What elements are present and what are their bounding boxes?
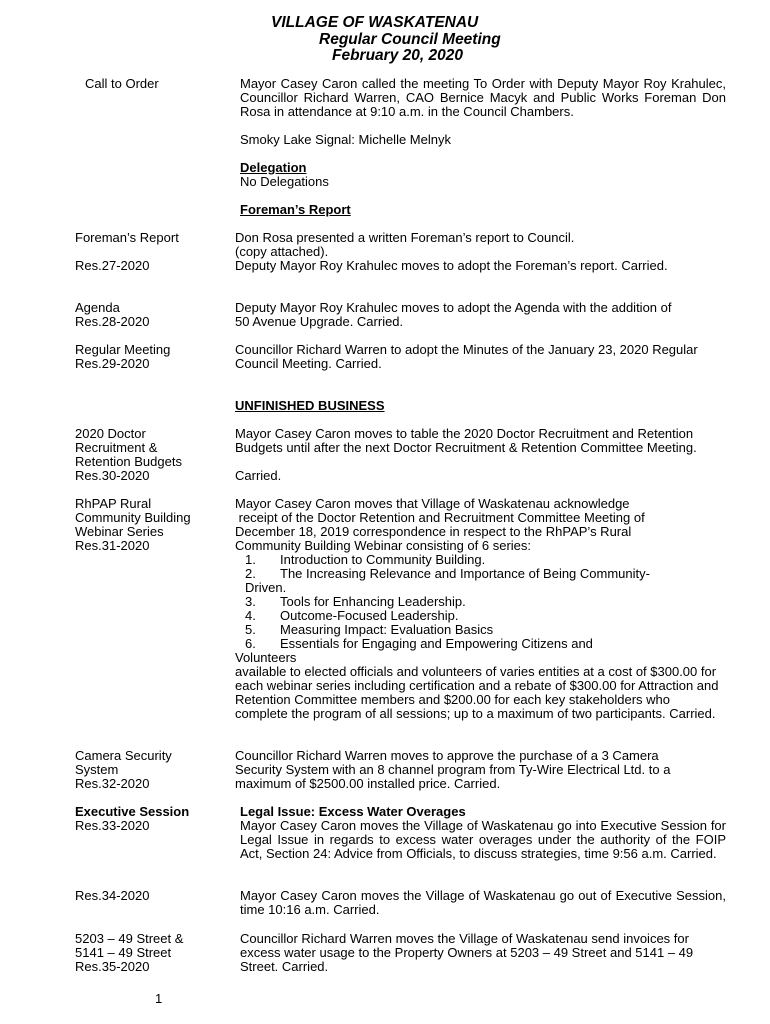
- res-34-text: Mayor Casey Caron moves the Village of Waskatenau go out of Executive Session, time 10:16 a.m. Carried.: [240, 888, 726, 917]
- webinar-item: 5. Measuring Impact: Evaluation Basics: [245, 622, 494, 637]
- rhpap-intro-3: December 18, 2019 correspondence in respect to the RhPAP’s Rural: [235, 524, 632, 539]
- delegation-text: No Delegations: [240, 174, 329, 189]
- executive-session-label: Executive Session: [75, 804, 190, 819]
- doctor-recruitment-carried: Carried.: [235, 468, 282, 483]
- document-title: VILLAGE OF WASKATENAU: [271, 14, 479, 31]
- unfinished-business-heading: UNFINISHED BUSINESS: [235, 398, 385, 413]
- webinar-item: 1. Introduction to Community Building.: [245, 552, 486, 567]
- rhpap-closing-text: available to elected officials and volunteers of varies entities at a cost of $300.00 for each webinar series including certification and a rebate of $300.00 for Attraction and Retention Committee members and $200.00 for each key stakeholders who complete the program of all sessions; up to a maximum of two participants. Carried.: [235, 664, 719, 721]
- foremans-report-text: Don Rosa presented a written Foreman’s report to Council.: [235, 230, 575, 245]
- page-number: 1: [155, 991, 163, 1006]
- foremans-report-label: Foreman’s Report: [75, 230, 179, 245]
- doctor-recruitment-text: Mayor Casey Caron moves to table the 2020 Doctor Recruitment and Retention Budgets until after the next Doctor Recruitment & Retention Committee Meeting.: [235, 426, 697, 455]
- camera-security-label: Camera Security System Res.32-2020: [75, 748, 172, 791]
- rhpap-intro-4: Community Building Webinar consisting of 6 series:: [235, 538, 532, 553]
- doctor-recruitment-label: 2020 Doctor Recruitment & Retention Budgets Res.30-2020: [75, 426, 182, 483]
- webinar-item-continuation: Volunteers: [235, 650, 297, 665]
- street-label: 5203 – 49 Street & 5141 – 49 Street Res.35-2020: [75, 931, 184, 974]
- street-text: Councillor Richard Warren moves the Village of Waskatenau send invoices for excess water usage to the Property Owners at 5203 – 49 Street and 5141 – 49 Street. Carried.: [240, 931, 694, 974]
- rhpap-label: RhPAP Rural Community Building Webinar Series Res.31-2020: [75, 496, 191, 553]
- webinar-series-list: [235, 553, 735, 665]
- rhpap-intro-1: Mayor Casey Caron moves that Village of Waskatenau acknowledge: [235, 496, 630, 511]
- media-attendance: Smoky Lake Signal: Michelle Melnyk: [240, 132, 451, 147]
- call-to-order-text: Mayor Casey Caron called the meeting To Order with Deputy Mayor Roy Krahulec, Councillor Richard Warren, CAO Bernice Macyk and Public Works Foreman Don Rosa in attendance at 9:10 a.m. in the Council Chambers.: [240, 76, 726, 119]
- res-27-label: Res.27-2020: [75, 258, 150, 273]
- meeting-date: February 20, 2020: [332, 47, 463, 64]
- agenda-text: Deputy Mayor Roy Krahulec moves to adopt the Agenda with the addition of 50 Avenue Upgrade. Carried.: [235, 300, 672, 329]
- res-34-label: Res.34-2020: [75, 888, 150, 903]
- webinar-item: 2. The Increasing Relevance and Importance of Being Community-: [245, 566, 650, 581]
- webinar-item: 3. Tools for Enhancing Leadership.: [245, 594, 466, 609]
- rhpap-intro-2: receipt of the Doctor Retention and Recruitment Committee Meeting of: [235, 510, 645, 525]
- meeting-type: Regular Council Meeting: [319, 31, 501, 48]
- foremans-report-attachment: (copy attached).: [235, 244, 329, 259]
- legal-issue-heading: Legal Issue: Excess Water Overages: [240, 804, 466, 819]
- delegation-heading: Delegation: [240, 160, 307, 175]
- foremans-report-heading: Foreman’s Report: [240, 202, 351, 217]
- res-27-text: Deputy Mayor Roy Krahulec moves to adopt the Foreman’s report. Carried.: [235, 258, 668, 273]
- call-to-order-label: Call to Order: [85, 76, 159, 91]
- regular-meeting-text: Councillor Richard Warren to adopt the Minutes of the January 23, 2020 Regular Council Meeting. Carried.: [235, 342, 698, 371]
- camera-security-text: Councillor Richard Warren moves to approve the purchase of a 3 Camera Security System with an 8 channel program from Ty-Wire Electrical Ltd. to a maximum of $2500.00 installed price. Carried.: [235, 748, 671, 791]
- executive-session-text: Mayor Casey Caron moves the Village of Waskatenau go into Executive Session for Legal Issue in regards to excess water overages under the authority of the FOIP Act, Section 24: Advice from Officials, to discuss strategies, time 9:56 a.m. Carried.: [240, 818, 726, 861]
- webinar-item-continuation: Driven.: [245, 580, 287, 595]
- webinar-item: 4. Outcome-Focused Leadership.: [245, 608, 459, 623]
- regular-meeting-label: Regular Meeting Res.29-2020: [75, 342, 171, 371]
- webinar-item: 6. Essentials for Engaging and Empowering Citizens and: [245, 636, 593, 651]
- agenda-label: Agenda Res.28-2020: [75, 300, 150, 329]
- res-33-label: Res.33-2020: [75, 818, 150, 833]
